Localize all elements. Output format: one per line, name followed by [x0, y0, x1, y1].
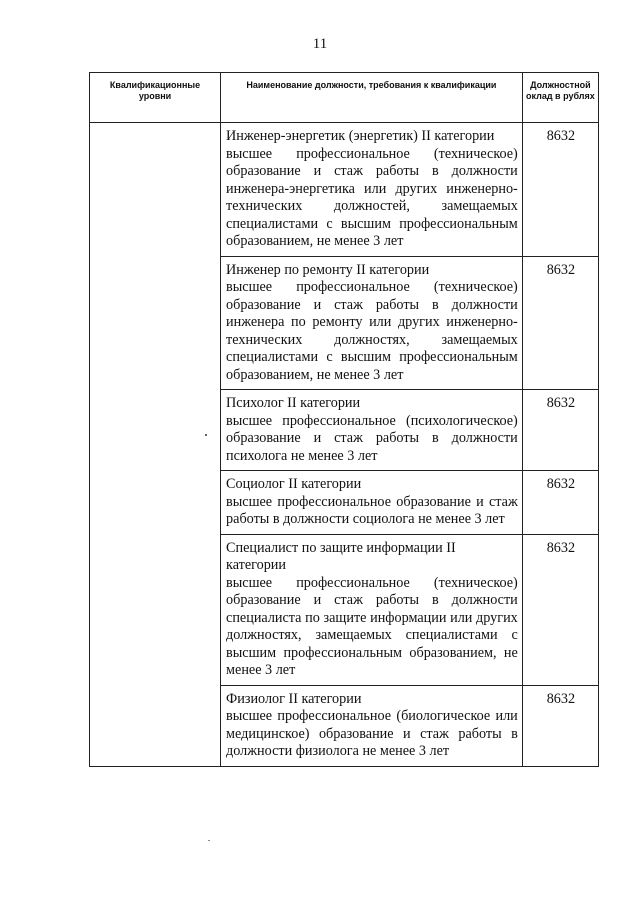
position-requirements: высшее профессиональное (техническое) образование и стаж работы в должности специалиста по защите информации или других должностях, замещаемых специалистами с высшим профессиональным образованием, не менее 3 лет — [226, 574, 518, 678]
salary-value: 8632 — [546, 261, 576, 278]
page-number: 11 — [312, 36, 328, 52]
position-cell — [221, 390, 523, 471]
salary-cell — [522, 256, 598, 390]
position-title: Физиолог II категории — [226, 690, 362, 707]
position-title: Инженер-энергетик (энергетик) II категории — [226, 128, 495, 144]
scan-speck — [208, 840, 210, 841]
position-title: Социолог II категории — [226, 476, 362, 492]
salary-cell — [522, 390, 598, 471]
salary-cell — [522, 534, 598, 685]
position-title: Психолог II категории — [226, 395, 361, 411]
salary-value: 8632 — [546, 690, 576, 707]
position-cell — [221, 256, 523, 390]
table-header-row — [90, 73, 599, 123]
header-position: Наименование должности, требования к квалификации — [221, 73, 523, 123]
position-requirements: высшее профессиональное образование и стаж работы в должности социолога не менее 3 лет — [226, 493, 518, 527]
position-cell — [221, 534, 523, 685]
header-salary: Должностной оклад в рублях — [522, 73, 598, 123]
salary-value: 8632 — [546, 128, 576, 144]
salary-cell — [522, 685, 598, 766]
level-cell — [90, 123, 221, 767]
salary-value: 8632 — [546, 395, 576, 411]
salary-value: 8632 — [546, 539, 576, 556]
position-requirements: высшее профессиональное (техническое) образование и стаж работы в должности инженера по ремонту или других инженерно-технических должностях, замещаемых специалистами с высшим профессиональным образованием, не менее 3 лет — [226, 279, 518, 383]
position-title: Инженер по ремонту II категории — [226, 261, 430, 278]
position-cell — [221, 685, 523, 766]
position-title: Специалист по защите информации II категории — [226, 539, 456, 573]
salary-cell — [522, 123, 598, 257]
scan-speck — [205, 434, 207, 436]
header-level: Квалификационные уровни — [90, 73, 221, 123]
position-requirements: высшее профессиональное (техническое) образование и стаж работы в должности инженера-энергетика или других инженерно-технических должностей, замещаемых специалистами с высшим профессиональным образованием, не менее 3 лет — [226, 145, 518, 249]
table-row — [90, 123, 599, 257]
position-requirements: высшее профессиональное (психологическое) образование и стаж работы в должности психолога не менее 3 лет — [226, 412, 518, 464]
salary-cell — [522, 471, 598, 535]
salary-value: 8632 — [546, 476, 576, 492]
position-cell — [221, 471, 523, 535]
position-cell — [221, 123, 523, 257]
qualification-table — [89, 72, 599, 767]
position-requirements: высшее профессиональное (биологическое или медицинское) образование и стаж работы в должности физиолога не менее 3 лет — [226, 708, 518, 759]
